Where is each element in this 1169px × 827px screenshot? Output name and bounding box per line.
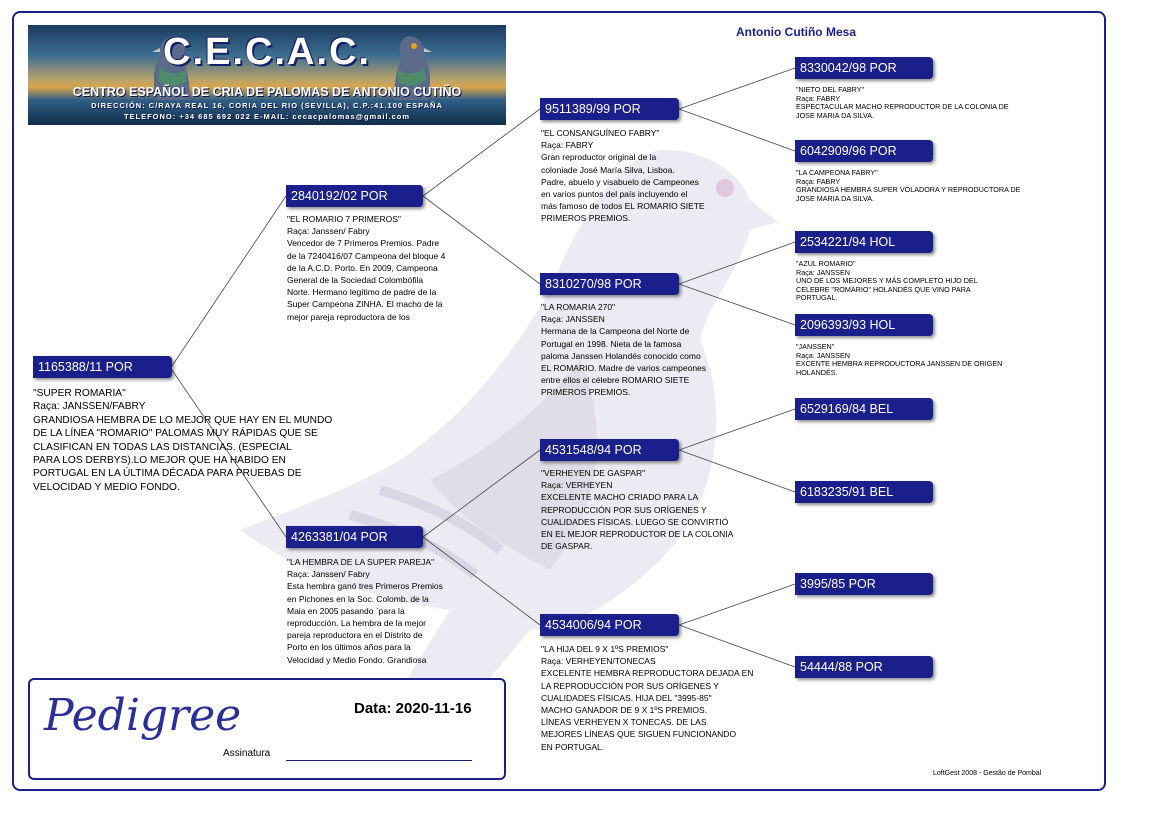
great-grandparent-description: "JANSSEN" Raça: JANSSEN EXCENTE HEMBRA REPRODUCTORA JANSSEN DE ORIGEN HOLANDÉS. <box>796 342 1003 377</box>
sire-description: "EL ROMARIO 7 PRIMEROS" Raça: Janssen/ Fabry Vencedor de 7 Primeros Premios. Padre de la 7240416/07 Campeona del bloque 4 de la A.C.D. Porto. En 2009, Campeona General de la Sociedad Colombófila Norte. Hermano legítimo de padre de la Super Campeona ZINHA. El macho de la mejor pareja reproductora de los <box>287 214 446 322</box>
dam-description: "LA HEMBRA DE LA SUPER PAREJA" Raça: Janssen/ Fabry Esta hembra ganó tres Primeros Premios en Pichones en la Soc. Colomb. de la Maia en 2005 pasando `para la reproducción. La hembra de la mejor pareja reproductora en el Distrito de Porto en los últimos años para la Velocidad y Medio Fondo. Grandiosa <box>287 557 443 665</box>
club-address-line: DIRECCIÓN: C/RAYA REAL 16, CORIA DEL RIO (SEVILLA), C.P.:41.100 ESPAÑA <box>91 101 443 110</box>
connector-line <box>679 584 795 625</box>
great-grandparent-ring-bar[interactable]: 3995/85 POR <box>795 573 933 595</box>
grandparent-description: "LA ROMARIA 270" Raça: JANSSEN Hermana de la Campeona del Norte de Portugal en 1998. Nieta de la famosa paloma Janssen Holandés conocido como EL ROMARIO. Madre de varios campeones entre ellos el célebre ROMARIO SIETE PRIMEROS PREMIOS. <box>541 302 707 398</box>
signature-line[interactable] <box>286 760 472 761</box>
pedigree-signature-box <box>28 678 506 780</box>
great-grandparent-ring-bar[interactable]: 6529169/84 BEL <box>795 398 933 420</box>
great-grandparent-description: "AZUL ROMARIO" Raça: JANSSEN UNO DE LOS MEJORES Y MÁS COMPLETO HIJO DEL CELEBRE "ROMARIO" HOLANDÉS QUE VINO PARA PORTUGAL. <box>796 259 978 303</box>
grandparent-ring-bar[interactable]: 4534006/94 POR <box>540 614 679 636</box>
connector-line <box>423 109 540 196</box>
owner-name: Antonio Cutiño Mesa <box>736 25 856 39</box>
great-grandparent-description: "LA CAMPEONA FABRY" Raça: FABRY GRANDIOSA HEMBRA SUPER VOLADORA Y REPRODUCTORA DE JOSE MARIA DA SILVA. <box>796 168 1021 203</box>
club-contact-line: TELEFONO: +34 685 692 022 E-MAIL: cecacpalomas@gmail.com <box>123 112 411 121</box>
main-ring-bar[interactable]: 1165388/11 POR <box>33 356 172 378</box>
grandparent-description: "LA HIJA DEL 9 X 1ºS PREMIOS" Raça: VERHEYEN/TONECAS EXCELENTE HEMBRA REPRODUCTORA DEJADA EN LA REPRODUCCIÓN POR SUS ORÍGENES Y CUALIDADES FÍSICAS. HIJA DEL "3995-85" MACHO GANADOR DE 9 X 1ºS PREMIOS. LÍNEAS VERHEYEN X TONECAS. DE LAS MEJORES LÍNEAS QUE SIGUEN FUNCIONANDO EN PORTUGAL. <box>541 644 754 752</box>
great-grandparent-ring-bar[interactable]: 2534221/94 HOL <box>795 231 933 253</box>
grandparent-description: "VERHEYEN DE GASPAR" Raça: VERHEYEN EXCELENTE MACHO CRIADO PARA LA REPRODUCCIÓN POR SUS ORÍGENES Y CUALIDADES FÍSICAS. LUEGO SE CONVIRTIÓ EN EL MEJOR REPRODUCTOR DE LA COLONIA DE GASPAR. <box>541 468 734 552</box>
sire-ring-bar[interactable]: 2840192/02 POR <box>286 185 423 207</box>
great-grandparent-ring-bar[interactable]: 6183235/91 BEL <box>795 481 933 503</box>
great-grandparent-ring-bar[interactable]: 54444/88 POR <box>795 656 933 678</box>
grandparent-description: "EL CONSANGUÍNEO FABRY" Raça: FABRY Gran reproductor original de la coloniade José María Silva, Lisboa. Padre, abuelo y visabuelo de Campeones en varios puntos del país incluyendo el más famoso de todos EL ROMARIO SIETE PRIMEROS PREMIOS. <box>541 128 705 224</box>
club-logo-text: C.E.C.A.C. <box>163 31 371 73</box>
dam-ring-bar[interactable]: 4263381/04 POR <box>286 526 423 548</box>
great-grandparent-ring-bar[interactable]: 2096393/93 HOL <box>795 314 933 336</box>
pedigree-date: Data: 2020-11-16 <box>354 700 472 717</box>
connector-line <box>423 450 540 537</box>
great-grandparent-ring-bar[interactable]: 8330042/98 POR <box>795 57 933 79</box>
great-grandparent-ring-bar[interactable]: 6042909/96 POR <box>795 140 933 162</box>
pedigree-title: Pedigree <box>44 690 242 741</box>
signature-label: Assinatura <box>223 748 271 759</box>
grandparent-ring-bar[interactable]: 8310270/98 POR <box>540 273 679 295</box>
main-description: "SUPER ROMARIA" Raça: JANSSEN/FABRY GRANDIOSA HEMBRA DE LO MEJOR QUE HAY EN EL MUNDO DE LA LÍNEA "ROMARIO" PALOMAS MUY RÁPIDAS QUE SE CLASIFICAN EN TODAS LAS DISTANCIAS. (ESPECIAL PARA LOS DERBYS).LO MEJOR QUE HA HABIDO EN PORTUGAL EN LA ÚLTIMA DÉCADA PARA PRUEBAS DE VELOCIDAD Y MEDIO FONDO. <box>33 388 333 493</box>
connector-line <box>679 409 795 450</box>
grandparent-ring-bar[interactable]: 4531548/94 POR <box>540 439 679 461</box>
connector-line <box>172 196 286 366</box>
great-grandparent-description: "NIETO DEL FABRY" Raça: FABRY ESPECTACULAR MACHO REPRODUCTOR DE LA COLONIA DE JOSE MARIA DA SILVA. <box>796 85 1009 120</box>
footer-credit: LoftGest 2008 - Gestão de Pombal <box>933 770 1042 777</box>
club-subtitle: CENTRO ESPAÑOL DE CRIA DE PALOMAS DE ANTONIO CUTIÑO <box>72 85 462 99</box>
grandparent-ring-bar[interactable]: 9511389/99 POR <box>540 98 679 120</box>
connector-line <box>679 68 795 109</box>
connector-line <box>679 242 795 284</box>
